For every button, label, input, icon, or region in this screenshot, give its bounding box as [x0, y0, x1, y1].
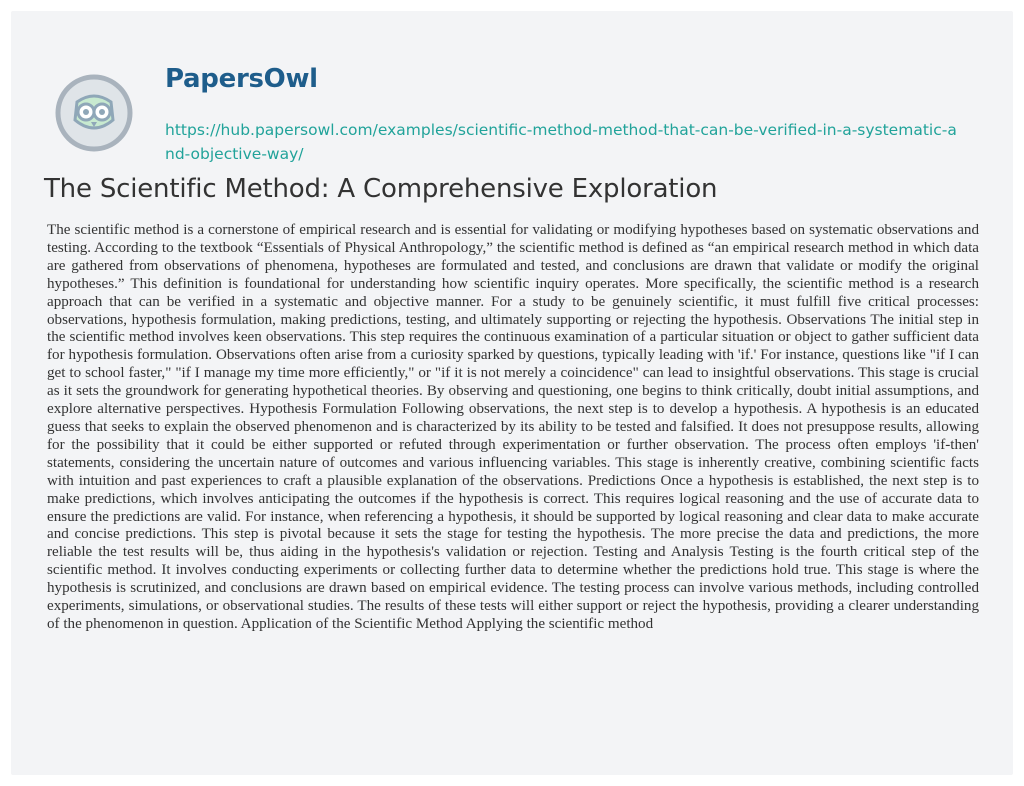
- body-text: The scientific method is a cornerstone of empirical research and is essential for validating or modifying hypotheses based on systematic observations and testing. According to the textbook “Essentials of Physical Anthropology,” the scientific method is defined as “an empirical research method in which data are gathered from observations of phenomena, hypotheses are formulated and tested, and conclusions are drawn that validate or modify the original hypotheses.” This definition is foundational for understanding how scientific inquiry operates. More specifically, the scientific method is a research approach that can be verified in a systematic and objective manner. For a study to be genuinely scientific, it must fulfill five critical processes: observations, hypothesis formulation, making predictions, testing, and ultimately supporting or rejecting the hypothesis. Observations The initial step in the scientific method involves keen observations. This step requires the continuous examination of a particular situation or object to gather sufficient data for hypothesis formulation. Observations often arise from a curiosity sparked by questions, typically leading with 'if.' For instance, questions like "if I can get to school faster," "if I manage my time more efficiently," or "if it is not merely a coincidence" can lead to insightful observations. This stage is crucial as it sets the groundwork for generating hypothetical theories. By observing and questioning, one begins to think critically, doubt initial assumptions, and explore alternative perspectives. Hypothesis Formulation Following observations, the next step is to develop a hypothesis. A hypothesis is an educated guess that seeks to explain the observed phenomenon and is characterized by its ability to be tested and falsified. It does not presuppose results, allowing for the possibility that it could be either supported or refuted through experimentation or further observation. The process often employs 'if-then' statements, considering the uncertain nature of outcomes and various influencing variables. This stage is inherently creative, combining scientific facts with intuition and past experiences to craft a plausible explanation of the observations. Predictions Once a hypothesis is established, the next step is to make predictions, which involves anticipating the outcomes if the hypothesis is correct. This requires logical reasoning and the use of accurate data to ensure the predictions are valid. For instance, when referencing a hypothesis, it should be supported by logical reasoning and clear data to make accurate and concise predictions. This step is pivotal because it sets the stage for testing the hypothesis. The more precise the data and predictions, the more reliable the test results will be, thus aiding in the hypothesis's validation or rejection. Testing and Analysis Testing is the fourth critical step of the scientific method. It involves conducting experiments or collecting further data to determine whether the predictions hold true. This stage is where the hypothesis is scrutinized, and conclusions are drawn based on empirical evidence. The testing process can involve various methods, including controlled experiments, simulations, or observational studies. The results of these tests will either support or reject the hypothesis, providing a clearer understanding of the phenomenon in question. Application of the Scientific Method Applying the scientific method: [47, 222, 979, 632]
- header: [55, 64, 995, 174]
- brand-name: PapersOwl: [165, 64, 318, 94]
- owl-logo-icon: [55, 74, 133, 152]
- page-title: The Scientific Method: A Comprehensive Exploration: [44, 174, 718, 204]
- document-page: [11, 11, 1013, 775]
- source-url-link[interactable]: https://hub.papersowl.com/examples/scientific-method-method-that-can-be-verified-in-a-systematic-and-objective-way/: [165, 121, 957, 163]
